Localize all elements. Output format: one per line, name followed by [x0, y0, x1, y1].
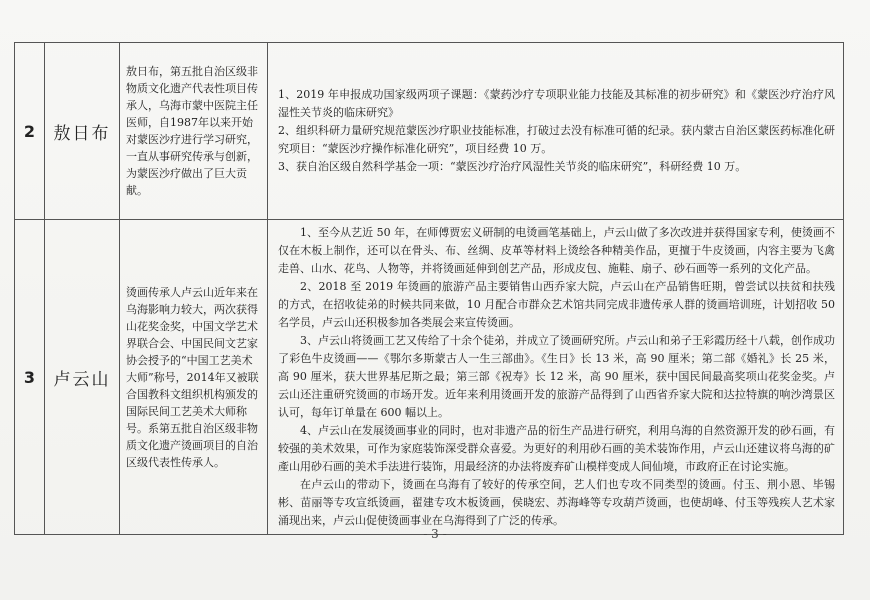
detail-paragraph: 1、2019 年申报成功国家级两项子课题：《蒙药沙疗专项职业能力技能及其标准的初步研究》和《蒙医沙疗治疗风湿性关节炎的临床研究》: [278, 88, 835, 119]
detail-paragraph: 3、卢云山将烫画工艺又传给了十余个徒弟，并成立了烫画研究所。卢云山和弟子王彩霞历经十八载，创作成功了彩色牛皮烫画——《鄂尔多斯蒙古人一生三部曲》。《生日》长 13 米，高 90 厘米；第二部《婚礼》长 25 米，高 90 厘米，获大世界基尼斯之最；第三部《祝寿》长 12 米，高 90 厘米，获中国民间最高奖项山花奖金奖。卢云山还注重研究烫画的市场开发。近年来利用烫画开发的旅游产品得到了山西省乔家大院和达拉特旗的响沙湾景区认可，每年订单量在 600 幅以上。: [278, 334, 835, 419]
detail-paragraph: 在卢云山的带动下，烫画在乌海有了较好的传承空间，艺人们也专攻不同类型的烫画。付玉、荆小恩、毕锡彬、苗丽等专攻宣纸烫画，翟建专攻木板烫画，侯晓宏、苏海峰等专攻葫芦烫画，也使胡峰、付玉等残疾人艺术家涌现出来，卢云山促使烫画事业在乌海得到了广泛的传承。: [278, 478, 835, 527]
row-number: 2: [15, 43, 45, 220]
inheritor-name: 敖日布: [45, 43, 120, 220]
table-row: [15, 43, 844, 220]
inheritor-description: 烫画传承人卢云山近年来在乌海影响力较大，两次获得山花奖金奖，中国文学艺术界联合会、中国民间文艺家协会授予的“中国工艺美术大师”称号，2014年又被联合国教科文组织机构颁发的国际民间工艺美术大师称号。系第五批自治区级非物质文化遗产烫画项目的自治区级代表性传承人。: [120, 220, 268, 535]
detail-paragraph: 2、组织科研力量研究规范蒙医沙疗职业技能标准，打破过去没有标准可循的纪录。获内蒙古自治区蒙医药标准化研究项目：“蒙医沙疗操作标准化研究”，项目经费 10 万。: [278, 124, 835, 155]
detail-paragraph: 3、获自治区级自然科学基金一项：“蒙医沙疗治疗风湿性关节炎的临床研究”，科研经费 10 万。: [278, 160, 747, 173]
table-row: [15, 220, 844, 535]
heritage-table: [14, 42, 844, 535]
achievement-details: [268, 220, 844, 535]
row-number: 3: [15, 220, 45, 535]
achievement-details: [268, 43, 844, 220]
detail-paragraph: 2、2018 至 2019 年烫画的旅游产品主要销售山西乔家大院，卢云山在产品销售旺期，曾尝试以扶贫和扶残的方式，在招收徒弟的时候共同来做，10 月配合市群众艺术馆共同完成非遗传承人群的烫画培训班，计划招收 50 名学员，卢云山还积极参加各类展会来宣传烫画。: [278, 280, 835, 329]
detail-paragraph: 4、卢云山在发展烫画事业的同时，也对非遗产品的衍生产品进行研究，利用乌海的自然资源开发的砂石画，有较强的美术效果，可作为家庭装饰深受群众喜爱。为更好的利用砂石画的美术装饰作用，卢云山还建议将乌海的矿產山用砂石画的美术手法进行装饰，用最经济的办法将废弃矿山模样变成人间仙境，市政府正在讨论实施。: [278, 424, 835, 473]
inheritor-description: 敖日布，第五批自治区级非物质文化遗产代表性项目传承人，乌海市蒙中医院主任医师，自1987年以来开始对蒙医沙疗进行学习研究，一直从事研究传承与创新，为蒙医沙疗做出了巨大贡献。: [120, 43, 268, 220]
inheritor-name: 卢云山: [45, 220, 120, 535]
page-number: - 3 -: [423, 527, 447, 541]
detail-paragraph: 1、至今从艺近 50 年，在师傅贾宏义研制的电烫画笔基础上，卢云山做了多次改进并获得国家专利，使烫画不仅在木板上制作，还可以在骨头、布、丝绸、皮革等材料上烫绘各种精美作品，更擅于牛皮烫画，内容主要为飞禽走兽、山水、花鸟、人物等，并将烫画延伸到创艺产品，形成皮包、施鞋、扇子、砂石画等一系列的文化产品。: [278, 226, 835, 275]
